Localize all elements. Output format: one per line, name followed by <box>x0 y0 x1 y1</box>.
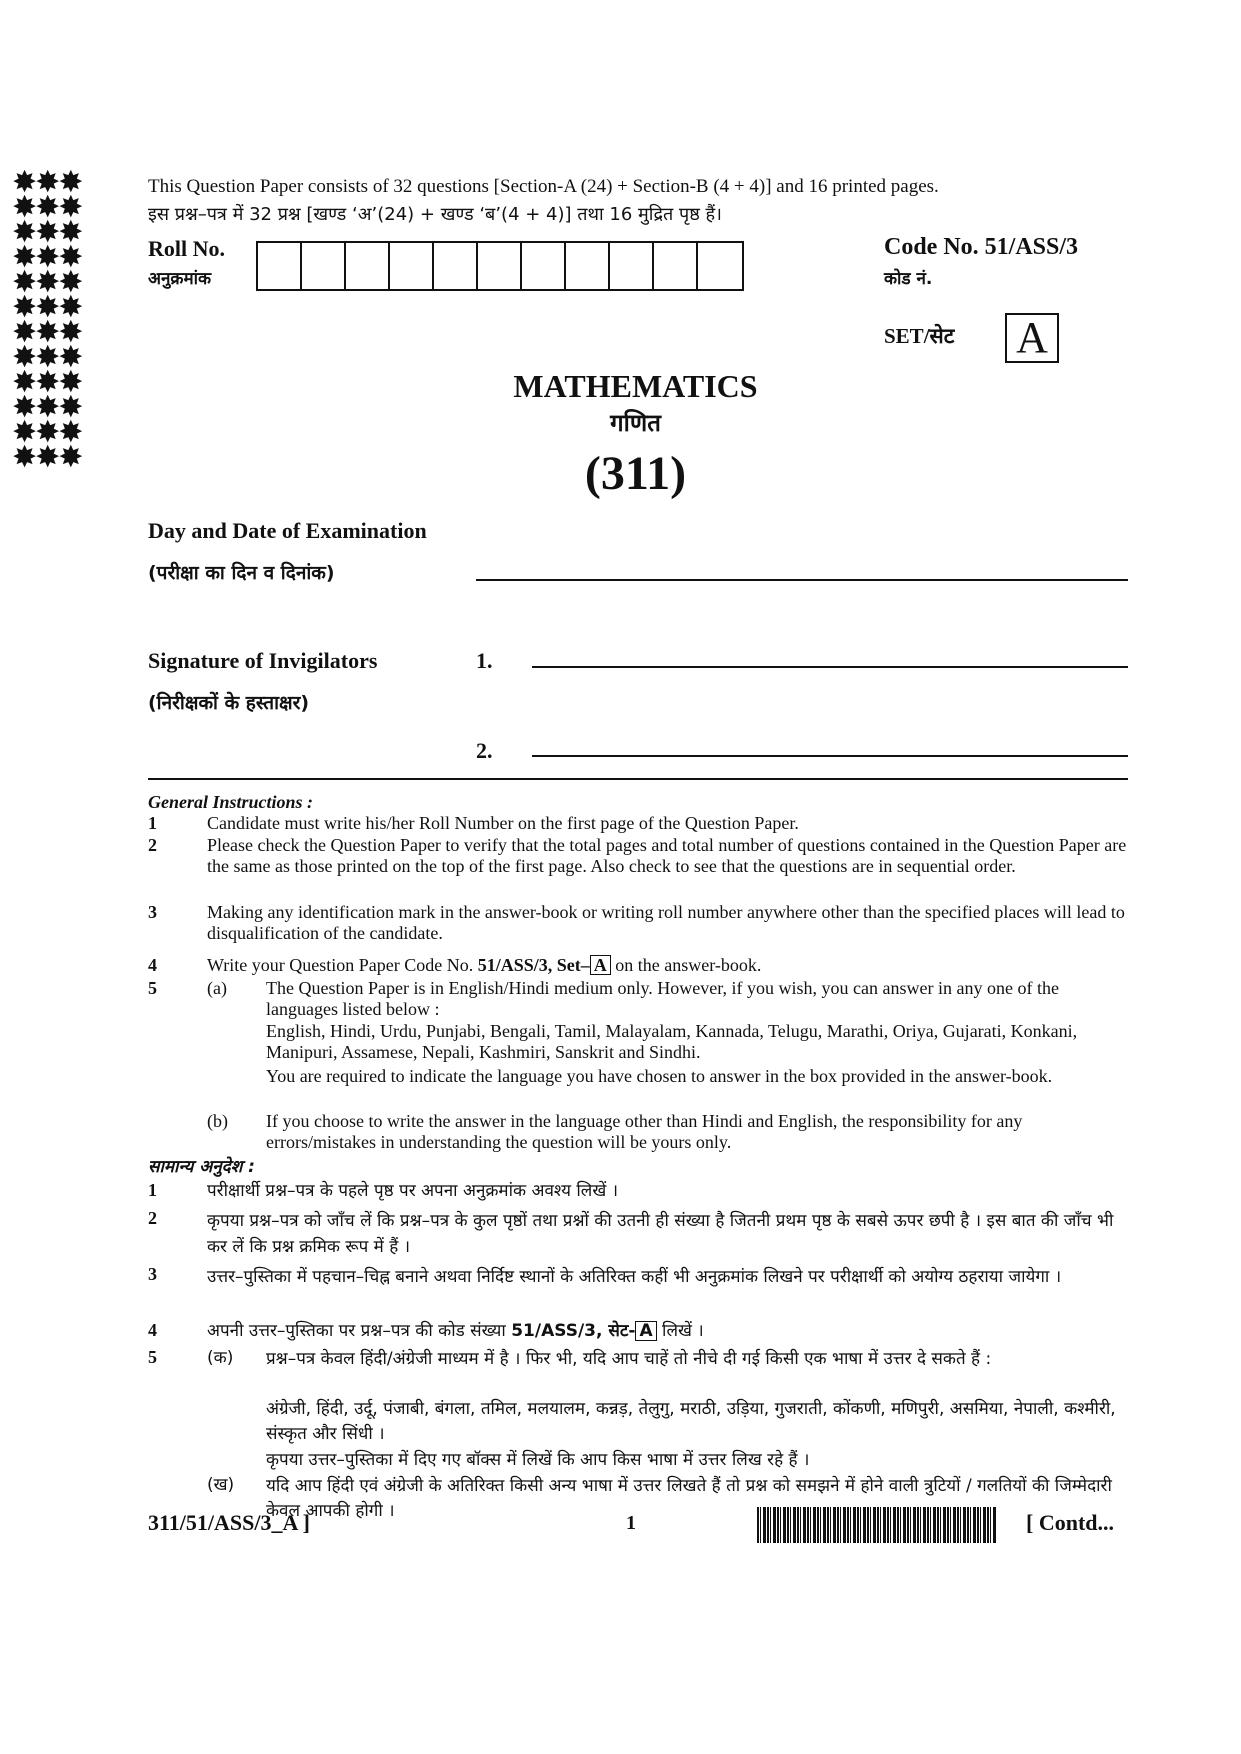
instruction-4-code: 51/ASS/3, Set– <box>477 955 590 975</box>
instruction-3: Making any identification mark in the answer-book or writing roll number anywhere other than the specified places will lead to disqualification of the candidate. <box>207 902 1125 943</box>
roll-digit-box[interactable] <box>390 243 434 289</box>
barcode-image <box>757 1507 997 1543</box>
star-row: ✸✸✸ <box>12 391 82 424</box>
hindi-instruction-5a-tag: (क) <box>207 1348 234 1368</box>
roll-digit-box[interactable] <box>522 243 566 289</box>
instruction-5a-text: The Question Paper is in English/Hindi medium only. However, if you wish, you can answer in any one of the languages listed below : <box>266 978 1059 1019</box>
invigilators-label: Signature of Invigilators <box>148 648 378 673</box>
star-row: ✸✸✸ <box>12 216 82 249</box>
hindi-instruction-4 <box>207 1320 1129 1342</box>
code-number: Code No. 51/ASS/3 <box>884 234 1079 260</box>
continued-label: [ Contd... <box>1026 1510 1115 1535</box>
instruction-4-suffix: on the answer-book. <box>610 955 762 975</box>
signature-1-number: 1. <box>476 648 493 673</box>
instruction-5a-languages: English, Hindi, Urdu, Punjabi, Bengali, Tamil, Malayalam, Kannada, Telugu, Marathi, Oriya, Gujarati, Konkani, Manipuri, Assamese, Nepali, Kashmiri, Sanskrit and Sindhi. <box>266 1021 1078 1062</box>
page-number: 1 <box>626 1512 636 1534</box>
paper-info-english: This Question Paper consists of 32 questions [Section-A (24) + Section-B (4 + 4)] and 16 printed pages. <box>148 176 939 197</box>
roll-digit-box[interactable] <box>258 243 302 289</box>
roll-digit-box[interactable] <box>434 243 478 289</box>
section-divider <box>148 778 1128 780</box>
star-row: ✸✸✸ <box>12 166 82 199</box>
hindi-instruction-5a-note: कृपया उत्तर–पुस्तिका में दिए गए बॉक्स में लिखें कि आप किस भाषा में उत्तर लिख रहे हैं । <box>266 1450 810 1470</box>
instruction-number: 3 <box>148 1264 157 1284</box>
roll-digit-box[interactable] <box>566 243 610 289</box>
star-row: ✸✸✸ <box>12 266 82 299</box>
signature-2-number: 2. <box>476 738 493 763</box>
star-row: ✸✸✸ <box>12 241 82 274</box>
invigilators-label-hindi: (निरीक्षकों के हस्ताक्षर) <box>148 692 310 714</box>
instruction-number: 4 <box>148 955 157 975</box>
star-row: ✸✸✸ <box>12 316 82 349</box>
code-label-hindi: कोड नं. <box>884 269 933 289</box>
star-row: ✸✸✸ <box>12 291 82 324</box>
hindi-instruction-4-suffix: लिखें । <box>656 1321 704 1341</box>
hindi-instruction-5a-languages: अंग्रेजी, हिंदी, उर्दू, पंजाबी, बंगला, तमिल, मलयालम, कन्नड़, तेलुगु, मराठी, उड़िया, गुजराती, कोंकणी, मणिपुरी, असमिया, नेपाली, कश्मीरी, संस्कृत और सिंधी । <box>266 1399 1116 1444</box>
set-label: SET/सेट <box>884 324 955 348</box>
roll-digit-box[interactable] <box>610 243 654 289</box>
hindi-instruction-3: उत्तर–पुस्तिका में पहचान–चिह्न बनाने अथवा निर्दिष्ट स्थानों के अतिरिक्त कहीं भी अनुक्रमांक लिखने पर परीक्षार्थी को अयोग्य ठहराया जायेगा । <box>207 1267 1062 1287</box>
instruction-4 <box>207 955 1129 976</box>
star-row: ✸✸✸ <box>12 341 82 374</box>
roll-digit-box[interactable] <box>654 243 698 289</box>
instruction-5b-tag: (b) <box>207 1111 228 1131</box>
subject-title: MATHEMATICS <box>513 368 758 404</box>
hindi-instruction-2: कृपया प्रश्न–पत्र को जाँच लें कि प्रश्न–पत्र के कुल पृष्ठों तथा प्रश्नों की उतनी ही संख्या है जितनी प्रथम पृष्ठ के सबसे ऊपर छपी है । इस बात की जाँच भी कर लें कि प्रश्न क्रमिक रूप में हैं । <box>207 1211 1114 1257</box>
hindi-instruction-4-text: अपनी उत्तर–पुस्तिका पर प्रश्न–पत्र की कोड संख्या <box>207 1321 512 1341</box>
star-row: ✸✸✸ <box>12 191 82 224</box>
instruction-number: 4 <box>148 1320 157 1340</box>
instruction-number: 1 <box>148 1180 157 1200</box>
signature-2-line[interactable] <box>532 755 1128 757</box>
exam-date-line[interactable] <box>476 579 1128 581</box>
subject-code: (311) <box>584 447 687 500</box>
instruction-4-text: Write your Question Paper Code No. <box>207 955 478 975</box>
roll-label: Roll No. <box>148 236 225 261</box>
hindi-instruction-5b-text: यदि आप हिंदी एवं अंग्रेजी के अतिरिक्त किसी अन्य भाषा में उत्तर लिखते हैं तो प्रश्न को समझने में होने वाली त्रुटियों / गलतियों की जिम्मेदारी केवल आपकी होगी । <box>266 1476 1112 1521</box>
exam-date-label-hindi: (परीक्षा का दिन व दिनांक) <box>148 562 335 584</box>
star-row: ✸✸✸ <box>12 416 82 449</box>
instruction-number: 3 <box>148 902 157 922</box>
set-box-inline: A <box>590 955 611 975</box>
instruction-5a-note: You are required to indicate the language you have chosen to answer in the box provided in the answer-book. <box>266 1066 1053 1086</box>
instruction-number: 5 <box>148 978 157 998</box>
paper-info-hindi: इस प्रश्न–पत्र में 32 प्रश्न [खण्ड ‘अ’(24) + खण्ड ‘ब’(4 + 4)] तथा 16 मुद्रित पृष्ठ हैं। <box>148 204 722 225</box>
star-row: ✸✸✸ <box>12 366 82 399</box>
hindi-instruction-5a-text: प्रश्न–पत्र केवल हिंदी/अंग्रेजी माध्यम में है । फिर भी, यदि आप चाहें तो नीचे दी गई किसी एक भाषा में उत्तर दे सकते हैं : <box>266 1349 992 1369</box>
roll-digit-box[interactable] <box>698 243 742 289</box>
hindi-instruction-5b-tag: (ख) <box>207 1475 235 1495</box>
instruction-2: Please check the Question Paper to verify that the total pages and total number of questions contained in the Question Paper are the same as those printed on the top of the first page. Also check to see that the questions are in sequential order. <box>207 835 1127 876</box>
set-box-inline: A <box>635 1321 656 1341</box>
instruction-1: Candidate must write his/her Roll Number on the first page of the Question Paper. <box>207 813 799 833</box>
hindi-instruction-4-code: 51/ASS/3, सेट- <box>511 1321 636 1341</box>
roll-digit-box[interactable] <box>302 243 346 289</box>
subject-title-hindi: गणित <box>610 409 661 437</box>
instruction-5b-text: If you choose to write the answer in the language other than Hindi and English, the responsibility for any errors/mistakes in understanding the question will be yours only. <box>266 1111 1023 1152</box>
hindi-instructions-heading: सामान्य अनुदेश : <box>148 1157 255 1177</box>
instruction-number: 1 <box>148 813 157 833</box>
roll-label-hindi: अनुक्रमांक <box>148 269 212 289</box>
set-box: A <box>1005 313 1059 363</box>
footer-paper-code: 311/51/ASS/3_A ] <box>148 1510 310 1535</box>
signature-1-line[interactable] <box>532 666 1128 668</box>
general-instructions-heading: General Instructions : <box>148 792 314 812</box>
exam-date-label: Day and Date of Examination <box>148 518 427 543</box>
instruction-number: 5 <box>148 1347 157 1367</box>
instruction-number: 2 <box>148 835 157 855</box>
instruction-number: 2 <box>148 1208 157 1228</box>
star-row: ✸✸✸ <box>12 441 82 474</box>
instruction-5a-tag: (a) <box>207 978 227 998</box>
roll-digit-box[interactable] <box>478 243 522 289</box>
roll-number-boxes[interactable] <box>256 241 744 291</box>
roll-digit-box[interactable] <box>346 243 390 289</box>
hindi-instruction-1: परीक्षार्थी प्रश्न–पत्र के पहले पृष्ठ पर अपना अनुक्रमांक अवश्य लिखें । <box>207 1181 619 1201</box>
